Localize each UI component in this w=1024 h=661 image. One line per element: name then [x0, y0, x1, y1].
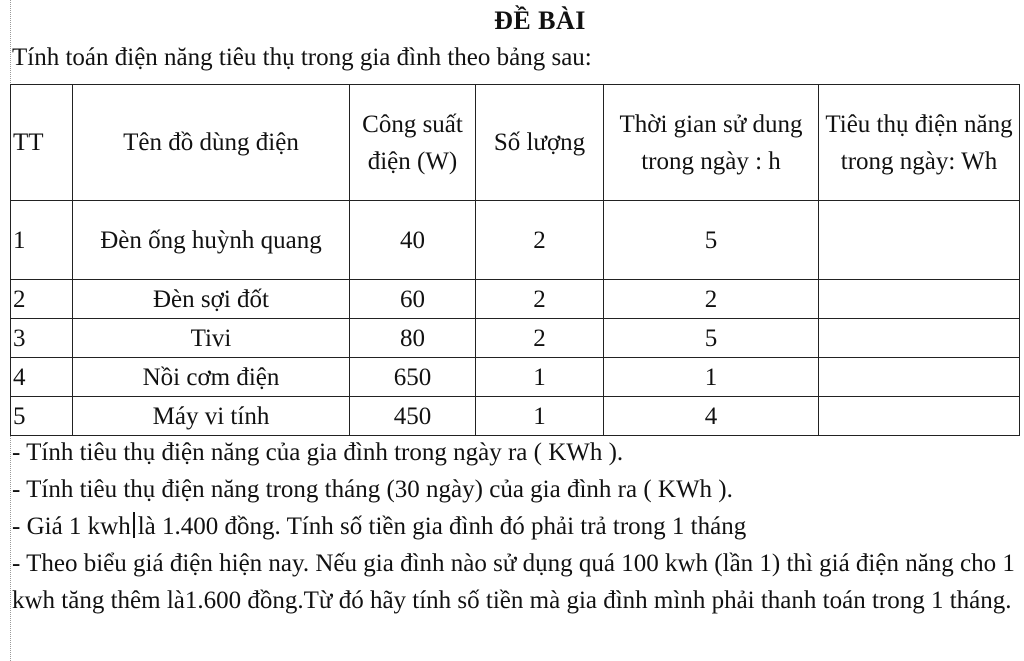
- task-item-monthly-kwh: - Tính tiêu thụ điện năng trong tháng (30 ngày) của gia đình ra ( KWh ).: [12, 476, 733, 503]
- cell-daily-consumption[interactable]: [819, 358, 1020, 397]
- header-quantity: Số lượng: [476, 85, 604, 201]
- cell-power: 450: [350, 397, 476, 436]
- header-tt: TT: [11, 85, 73, 201]
- text-cursor: [133, 512, 135, 538]
- cell-quantity: 1: [476, 397, 604, 436]
- cell-power: 40: [350, 201, 476, 280]
- task-item-price-text: là 1.400 đồng. Tính số tiền gia đình đó phải trả trong 1 tháng: [137, 513, 747, 540]
- table-row: [11, 280, 1020, 319]
- cell-power: 650: [350, 358, 476, 397]
- cell-tt: 1: [11, 201, 73, 280]
- cell-daily-consumption[interactable]: [819, 280, 1020, 319]
- cell-daily-consumption[interactable]: [819, 201, 1020, 280]
- header-power: Công suất điện (W): [350, 85, 476, 201]
- table-header-row: [11, 85, 1020, 201]
- cell-quantity: 2: [476, 319, 604, 358]
- consumption-table: [10, 84, 1020, 436]
- cell-usage-time: 5: [604, 319, 819, 358]
- header-daily-consumption: Tiêu thụ điện năng trong ngày: Wh: [819, 85, 1020, 201]
- task-item-daily-kwh: - Tính tiêu thụ điện năng của gia đình trong ngày ra ( KWh ).: [12, 439, 624, 466]
- cell-tt: 5: [11, 397, 73, 436]
- cell-tt: 2: [11, 280, 73, 319]
- cell-daily-consumption[interactable]: [819, 319, 1020, 358]
- cell-usage-time: 5: [604, 201, 819, 280]
- cell-power: 60: [350, 280, 476, 319]
- cell-daily-consumption[interactable]: [819, 397, 1020, 436]
- cell-tt: 4: [11, 358, 73, 397]
- task-list: [12, 434, 1017, 619]
- table-row: [11, 319, 1020, 358]
- cell-appliance-name: Đèn sợi đốt: [73, 280, 350, 319]
- header-usage-time: Thời gian sử dung trong ngày : h: [604, 85, 819, 201]
- cell-appliance-name: Tivi: [73, 319, 350, 358]
- cell-appliance-name: Đèn ống huỳnh quang: [73, 201, 350, 280]
- header-appliance-name: Tên đồ dùng điện: [73, 85, 350, 201]
- intro-text: Tính toán điện năng tiêu thụ trong gia đình theo bảng sau:: [12, 44, 592, 71]
- cell-quantity: 2: [476, 280, 604, 319]
- task-item-monthly-cost: [12, 508, 1017, 545]
- page-title: ĐỀ BÀI: [494, 6, 586, 35]
- cell-appliance-name: Máy vi tính: [73, 397, 350, 436]
- cell-quantity: 2: [476, 201, 604, 280]
- table-row: [11, 201, 1020, 280]
- task-item-price-label: - Giá 1 kwh: [12, 513, 131, 540]
- cell-quantity: 1: [476, 358, 604, 397]
- cell-usage-time: 1: [604, 358, 819, 397]
- cell-power: 80: [350, 319, 476, 358]
- table-row: [11, 358, 1020, 397]
- table-row: [11, 397, 1020, 436]
- cell-usage-time: 2: [604, 280, 819, 319]
- cell-tt: 3: [11, 319, 73, 358]
- cell-usage-time: 4: [604, 397, 819, 436]
- cell-appliance-name: Nồi cơm điện: [73, 358, 350, 397]
- task-item-tiered-pricing: - Theo biểu giá điện hiện nay. Nếu gia đình nào sử dụng quá 100 kwh (lần 1) thì giá điện năng cho 1 kwh tăng thêm là1.600 đồng.Từ đó hãy tính số tiền mà gia đình mình phải thanh toán trong 1 tháng.: [12, 550, 1015, 614]
